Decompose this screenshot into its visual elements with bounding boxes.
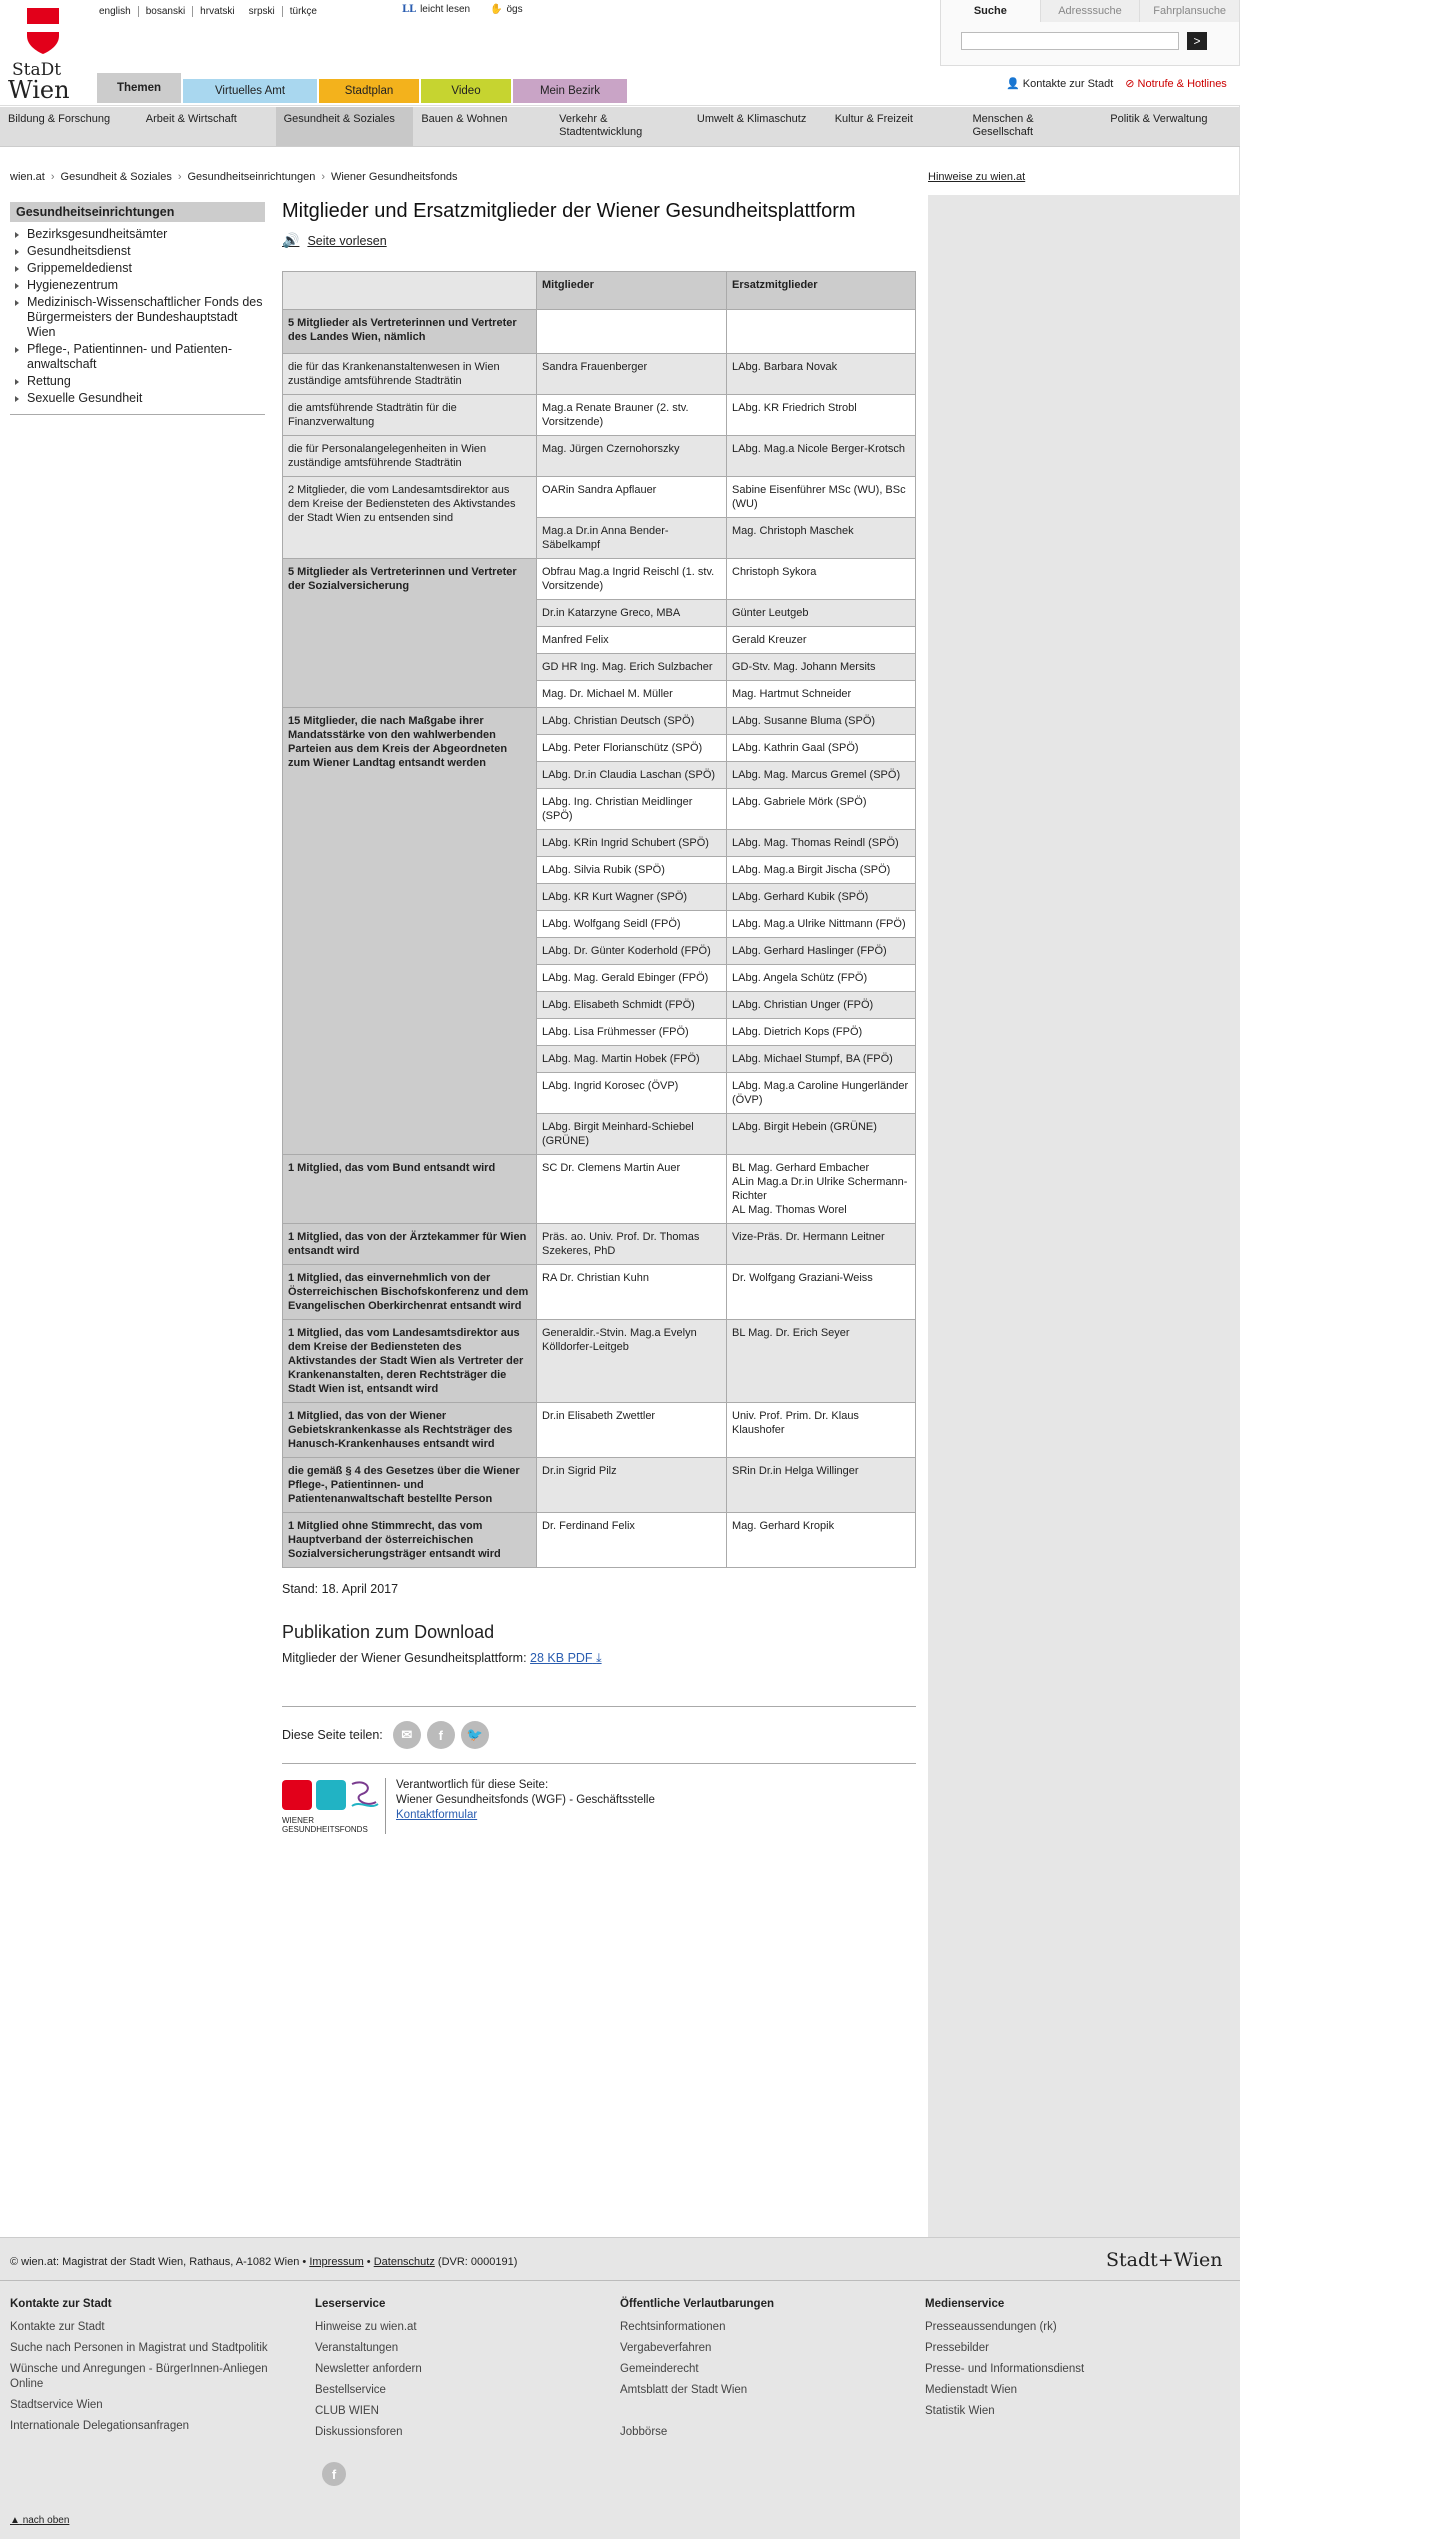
- table-header-ersatzmitglieder: Ersatzmitglieder: [727, 272, 916, 310]
- member-cell: Mag. Jürgen Czernohorszky: [537, 436, 727, 477]
- member-cell: OARin Sandra Apflauer: [537, 477, 727, 518]
- main-tabs: [97, 73, 627, 103]
- substitute-cell: Christoph Sykora: [727, 559, 916, 600]
- responsible-label: Verantwortlich für diese Seite:: [396, 1779, 549, 1791]
- main-content: [282, 198, 916, 1834]
- substitute-cell: LAbg. Mag.a Nicole Berger-Krotsch: [727, 436, 916, 477]
- tab-video[interactable]: Video: [421, 79, 511, 103]
- search-tab-fahrplansuche[interactable]: Fahrplansuche: [1139, 0, 1239, 22]
- svg-text:Wien: Wien: [8, 76, 70, 102]
- share-bar: [282, 1706, 916, 1764]
- leicht-lesen-icon: LL: [402, 4, 417, 15]
- substitute-cell: Vize-Präs. Dr. Hermann Leitner: [727, 1224, 916, 1265]
- dvr-text: (DVR: 0000191): [437, 2256, 518, 2268]
- substitute-cell: Dr. Wolfgang Graziani-Weiss: [727, 1265, 916, 1320]
- table-row: [283, 310, 916, 354]
- footer-column: [620, 2298, 910, 2446]
- left-nav-item[interactable]: Sexuelle Gesundheit: [10, 391, 265, 406]
- footer-link[interactable]: Rechtsinformationen: [620, 2321, 726, 2333]
- breadcrumb: [10, 171, 458, 183]
- footer-column: [10, 2298, 300, 2440]
- substitute-cell: LAbg. Mag.a Ulrike Nittmann (FPÖ): [727, 911, 916, 938]
- group-label: 1 Mitglied, das einvernehmlich von der Österreichischen Bischofskonferenz und dem Evangelischen Oberkirchenrat entsandt wird: [283, 1265, 537, 1320]
- responsible-block: [282, 1778, 916, 1834]
- table-row: [283, 477, 916, 518]
- share-twitter-icon[interactable]: 🐦: [461, 1721, 489, 1749]
- left-nav-item[interactable]: Pflege-, Patientinnen- und Patientenanwaltschaft: [10, 342, 265, 372]
- footer-link[interactable]: Presse- und Informationsdienst: [925, 2363, 1085, 2375]
- left-nav: [10, 202, 265, 415]
- footer-link[interactable]: Stadtservice Wien: [10, 2399, 103, 2411]
- table-header-empty: [283, 272, 537, 310]
- table-row: [283, 1513, 916, 1568]
- stadt-wien-logo[interactable]: [8, 6, 86, 102]
- nav-arbeit[interactable]: Arbeit & Wirtschaft: [145, 113, 237, 125]
- left-nav-item[interactable]: Medizinisch-Wissenschaftlicher Fonds des Bürgermeisters der Bundeshauptstadt Wien: [10, 295, 265, 340]
- stand-date: Stand: 18. April 2017: [282, 1582, 399, 1596]
- left-nav-item[interactable]: Bezirksgesundheitsämter: [10, 227, 265, 242]
- substitute-cell: LAbg. Mag. Thomas Reindl (SPÖ): [727, 830, 916, 857]
- substitute-cell: GD-Stv. Mag. Johann Mersits: [727, 654, 916, 681]
- member-cell: Dr. Ferdinand Felix: [537, 1513, 727, 1568]
- table-row: [283, 708, 916, 735]
- publication-text: Mitglieder der Wiener Gesundheitsplattform:: [282, 1651, 527, 1665]
- table-row: [283, 436, 916, 477]
- right-sidebar: [928, 195, 1240, 2237]
- member-cell: LAbg. Lisa Frühmesser (FPÖ): [537, 1019, 727, 1046]
- member-cell: Generaldir.-Stvin. Mag.a Evelyn Kölldorfer-Leitgeb: [537, 1320, 727, 1403]
- footer-link[interactable]: Amtsblatt der Stadt Wien: [620, 2384, 748, 2396]
- footer-link-list: [925, 2320, 1215, 2419]
- responsible-org: Wiener Gesundheitsfonds (WGF) - Geschäftsstelle: [396, 1794, 655, 1806]
- footer-facebook-icon[interactable]: f: [322, 2462, 346, 2486]
- left-nav-list: [10, 222, 265, 415]
- ogs-label: ögs: [506, 4, 523, 15]
- member-cell: Mag.a Renate Brauner (2. stv. Vorsitzende): [537, 395, 727, 436]
- substitute-cell: LAbg. Gerhard Haslinger (FPÖ): [727, 938, 916, 965]
- footer-link[interactable]: Newsletter anfordern: [315, 2363, 422, 2375]
- group-label: 1 Mitglied, das von der Ärztekammer für Wien entsandt wird: [283, 1224, 537, 1265]
- member-cell: Dr.in Sigrid Pilz: [537, 1458, 727, 1513]
- substitute-cell: LAbg. Angela Schütz (FPÖ): [727, 965, 916, 992]
- member-cell: Mag. Dr. Michael M. Müller: [537, 681, 727, 708]
- nav-menschen[interactable]: Menschen & Gesellschaft: [972, 113, 1034, 138]
- left-nav-item[interactable]: Gesundheitsdienst: [10, 244, 265, 259]
- header-links: [1006, 77, 1227, 90]
- footer-link[interactable]: CLUB WIEN: [315, 2405, 379, 2417]
- ogs-link[interactable]: [490, 4, 523, 15]
- substitute-cell: Mag. Hartmut Schneider: [727, 681, 916, 708]
- footer-link[interactable]: Veranstaltungen: [315, 2342, 399, 2354]
- footer-copyright-text: © wien.at: Magistrat der Stadt Wien, Rathaus, A-1082 Wien •: [10, 2256, 307, 2268]
- table-row: [283, 395, 916, 436]
- substitute-cell: [727, 310, 916, 354]
- wgf-logo: [282, 1778, 386, 1834]
- search-tab-suche[interactable]: Suche: [941, 0, 1040, 22]
- footer-link-list: [315, 2320, 605, 2440]
- footer-column-title: Leserservice: [315, 2298, 386, 2310]
- substitute-cell: LAbg. Susanne Bluma (SPÖ): [727, 708, 916, 735]
- nach-oben-link[interactable]: [10, 2515, 69, 2526]
- footer-column-title: Medienservice: [925, 2298, 1005, 2310]
- substitute-cell: LAbg. Christian Unger (FPÖ): [727, 992, 916, 1019]
- group-label: 1 Mitglied, das vom Landesamtsdirektor aus dem Kreise der Bediensteten des Aktivstandes der Stadt Wien als Vertreter der Krankenanstalten, deren Rechtsträger die Stadt Wien ist, entsandt wird: [283, 1320, 537, 1403]
- footer-link[interactable]: Gemeinderecht: [620, 2363, 699, 2375]
- group-label: 15 Mitglieder, die nach Maßgabe ihrer Mandatsstärke von den wahlwerbenden Parteien aus dem Kreis der Abgeordneten zum Wiener Landtag entsandt werden: [283, 708, 537, 1155]
- search-tab-adresssuche[interactable]: Adresssuche: [1040, 0, 1140, 22]
- lang-english[interactable]: english: [92, 6, 139, 17]
- footer-link[interactable]: Bestellservice: [315, 2384, 386, 2396]
- member-cell: [537, 310, 727, 354]
- left-nav-item[interactable]: Hygienezentrum: [10, 278, 265, 293]
- footer-logo[interactable]: Stadt+Wien: [1106, 2249, 1223, 2271]
- lang-bosanski[interactable]: bosanski: [139, 6, 193, 17]
- substitute-cell: LAbg. Mag. Marcus Gremel (SPÖ): [727, 762, 916, 789]
- nav-bauen[interactable]: Bauen & Wohnen: [421, 113, 508, 125]
- footer-link[interactable]: Jobbörse: [620, 2426, 668, 2438]
- leicht-lesen-link[interactable]: [402, 4, 470, 15]
- footer-link[interactable]: Suche nach Personen in Magistrat und Stadtpolitik: [10, 2342, 268, 2354]
- member-cell: RA Dr. Christian Kuhn: [537, 1265, 727, 1320]
- breadcrumb-separator-icon: ›: [50, 171, 55, 183]
- table-row: [283, 1224, 916, 1265]
- notrufe-link[interactable]: [1125, 77, 1227, 90]
- page-title: Mitglieder und Ersatzmitglieder der Wiener Gesundheitsplattform: [282, 200, 856, 222]
- table-header-mitglieder: Mitglieder: [537, 272, 727, 310]
- member-cell: SC Dr. Clemens Martin Auer: [537, 1155, 727, 1224]
- footer-link[interactable]: Vergabeverfahren: [620, 2342, 712, 2354]
- footer-column-title: Öffentliche Verlautbarungen: [620, 2298, 774, 2310]
- substitute-cell: LAbg. Dietrich Kops (FPÖ): [727, 1019, 916, 1046]
- member-cell: LAbg. Mag. Gerald Ebinger (FPÖ): [537, 965, 727, 992]
- speaker-icon: 🔊: [282, 232, 300, 248]
- publication-line: [282, 1651, 916, 1666]
- substitute-cell: BL Mag. Gerhard Embacher ALin Mag.a Dr.in Ulrike Schermann-Richter AL Mag. Thomas Worel: [727, 1155, 916, 1224]
- responsible-text: [396, 1778, 655, 1834]
- share-facebook-icon[interactable]: f: [427, 1721, 455, 1749]
- substitute-cell: Mag. Gerhard Kropik: [727, 1513, 916, 1568]
- emergency-icon: ⊘: [1125, 78, 1135, 90]
- group-label: 1 Mitglied, das vom Bund entsandt wird: [283, 1155, 537, 1224]
- impressum-link[interactable]: Impressum: [309, 2256, 364, 2268]
- share-email-icon[interactable]: ✉: [393, 1721, 421, 1749]
- member-cell: LAbg. Mag. Martin Hobek (FPÖ): [537, 1046, 727, 1073]
- member-cell: Dr.in Katarzyne Greco, MBA: [537, 600, 727, 627]
- group-label: 1 Mitglied ohne Stimmrecht, das vom Hauptverband der österreichischen Sozialversicherungsträger entsandt wird: [283, 1513, 537, 1568]
- member-cell: LAbg. Ingrid Korosec (ÖVP): [537, 1073, 727, 1114]
- footer-link: [620, 2404, 910, 2419]
- footer-link[interactable]: Hinweise zu wien.at: [315, 2321, 417, 2333]
- substitute-cell: LAbg. Kathrin Gaal (SPÖ): [727, 735, 916, 762]
- member-cell: GD HR Ing. Mag. Erich Sulzbacher: [537, 654, 727, 681]
- footer-link[interactable]: Medienstadt Wien: [925, 2384, 1018, 2396]
- nav-umwelt[interactable]: Umwelt & Klimaschutz: [696, 113, 807, 125]
- site-footer: [0, 2237, 1240, 2539]
- substitute-cell: Mag. Christoph Maschek: [727, 518, 916, 559]
- vorlesen-label: Seite vorlesen: [307, 233, 387, 248]
- member-cell: LAbg. KRin Ingrid Schubert (SPÖ): [537, 830, 727, 857]
- table-row: [283, 1155, 916, 1224]
- hinweise-link[interactable]: Hinweise zu wien.at: [928, 171, 1026, 183]
- group-label: die gemäß § 4 des Gesetzes über die Wiener Pflege-, Patientinnen- und Patientenanwaltschaft bestellte Person: [283, 1458, 537, 1513]
- breadcrumb-separator-icon: ›: [177, 171, 182, 183]
- member-cell: LAbg. Christian Deutsch (SPÖ): [537, 708, 727, 735]
- members-table-body: [283, 310, 916, 1568]
- wgf-logo-text: WIENER GESUNDHEITSFONDS: [282, 1816, 368, 1834]
- substitute-cell: LAbg. Michael Stumpf, BA (FPÖ): [727, 1046, 916, 1073]
- breadcrumb-separator-icon: ›: [321, 171, 325, 183]
- lang-srpski[interactable]: srpski: [242, 6, 283, 17]
- table-row: [283, 1458, 916, 1513]
- footer-column: [315, 2298, 605, 2446]
- footer-link-list: [10, 2320, 300, 2434]
- member-cell: LAbg. Peter Florianschütz (SPÖ): [537, 735, 727, 762]
- substitute-cell: Sabine Eisenführer MSc (WU), BSc (WU): [727, 477, 916, 518]
- footer-link[interactable]: Wünsche und Anregungen - BürgerInnen-Anliegen Online: [10, 2363, 268, 2390]
- footer-link[interactable]: Statistik Wien: [925, 2405, 995, 2417]
- footer-column-title: Kontakte zur Stadt: [10, 2298, 112, 2310]
- substitute-cell: LAbg. Gabriele Mörk (SPÖ): [727, 789, 916, 830]
- substitute-cell: LAbg. Mag.a Caroline Hungerländer (ÖVP): [727, 1073, 916, 1114]
- nach-oben-label: nach oben: [22, 2515, 70, 2526]
- svg-text:StaDt: StaDt: [12, 60, 62, 80]
- nav-politik[interactable]: Politik & Verwaltung: [1110, 113, 1208, 125]
- substitute-cell: LAbg. Birgit Hebein (GRÜNE): [727, 1114, 916, 1155]
- tab-virtuelles-amt[interactable]: Virtuelles Amt: [183, 79, 317, 103]
- member-cell: Dr.in Elisabeth Zwettler: [537, 1403, 727, 1458]
- substitute-cell: LAbg. Mag.a Birgit Jischa (SPÖ): [727, 857, 916, 884]
- footer-link[interactable]: Diskussionsforen: [315, 2426, 403, 2438]
- vorlesen-link[interactable]: [282, 232, 916, 249]
- tab-mein-bezirk[interactable]: Mein Bezirk: [513, 79, 627, 103]
- pdf-download-link[interactable]: [530, 1651, 602, 1665]
- wappen-icon: [8, 6, 86, 102]
- footer-copyright: © wien.at: Magistrat der Stadt Wien, Rathaus, A-1082 Wien • Impressum • Datenschutz (DVR: 0000191): [10, 2256, 518, 2268]
- substitute-cell: Gerald Kreuzer: [727, 627, 916, 654]
- group-label: 1 Mitglied, das von der Wiener Gebietskrankenkasse als Rechtsträger des Hanusch-Krankenhauses entsandt wird: [283, 1403, 537, 1458]
- member-cell: LAbg. Ing. Christian Meidlinger (SPÖ): [537, 789, 727, 830]
- search-submit-button[interactable]: >: [1187, 32, 1207, 50]
- group-label: die amtsführende Stadträtin für die Finanzverwaltung: [283, 395, 537, 436]
- group-label: 2 Mitglieder, die vom Landesamtsdirektor aus dem Kreise der Bediensteten des Aktivstandes der Stadt Wien zu entsenden sind: [283, 477, 537, 559]
- member-cell: Manfred Felix: [537, 627, 727, 654]
- substitute-cell: BL Mag. Dr. Erich Seyer: [727, 1320, 916, 1403]
- person-icon: 👤: [1006, 78, 1020, 90]
- footer-link[interactable]: Pressebilder: [925, 2342, 989, 2354]
- leicht-lesen-label: leicht lesen: [420, 4, 471, 15]
- footer-divider: [0, 2280, 1240, 2281]
- share-label: Diese Seite teilen:: [282, 1728, 383, 1742]
- substitute-cell: Univ. Prof. Prim. Dr. Klaus Klaushofer: [727, 1403, 916, 1458]
- breadcrumb-item[interactable]: Gesundheitseinrichtungen: [187, 171, 316, 183]
- footer-column: [925, 2298, 1215, 2425]
- group-label: die für Personalangelegenheiten in Wien zuständige amtsführende Stadträtin: [283, 436, 537, 477]
- member-cell: LAbg. Dr. Günter Koderhold (FPÖ): [537, 938, 727, 965]
- substitute-cell: LAbg. Gerhard Kubik (SPÖ): [727, 884, 916, 911]
- left-nav-item[interactable]: Grippemeldedienst: [10, 261, 265, 276]
- download-icon: ⤓: [596, 1651, 602, 1665]
- nav-verkehr[interactable]: Verkehr & Stadtentwicklung: [559, 113, 643, 138]
- kontakte-link[interactable]: [1006, 77, 1113, 90]
- tab-themen[interactable]: Themen: [97, 73, 181, 103]
- member-cell: Präs. ao. Univ. Prof. Dr. Thomas Szekeres, PhD: [537, 1224, 727, 1265]
- substitute-cell: LAbg. KR Friedrich Strobl: [727, 395, 916, 436]
- notrufe-label: Notrufe & Hotlines: [1137, 78, 1227, 90]
- member-cell: LAbg. KR Kurt Wagner (SPÖ): [537, 884, 727, 911]
- themen-nav: [0, 107, 1240, 147]
- footer-link[interactable]: Presseaussendungen (rk): [925, 2321, 1057, 2333]
- substitute-cell: SRin Dr.in Helga Willinger: [727, 1458, 916, 1513]
- kontakte-label: Kontakte zur Stadt: [1022, 78, 1114, 90]
- member-cell: LAbg. Silvia Rubik (SPÖ): [537, 857, 727, 884]
- nav-bildung[interactable]: Bildung & Forschung: [8, 113, 111, 125]
- search-box: [940, 0, 1240, 66]
- datenschutz-link[interactable]: Datenschutz: [373, 2256, 435, 2268]
- tab-stadtplan[interactable]: Stadtplan: [319, 79, 419, 103]
- breadcrumb-item[interactable]: wien.at: [10, 171, 45, 183]
- member-cell: Obfrau Mag.a Ingrid Reischl (1. stv. Vorsitzende): [537, 559, 727, 600]
- lang-turkce[interactable]: türkçe: [289, 5, 317, 17]
- lang-hrvatski[interactable]: hrvatski: [200, 5, 235, 17]
- left-nav-item[interactable]: Rettung: [10, 374, 265, 389]
- members-table: [282, 271, 916, 1568]
- member-cell: LAbg. Dr.in Claudia Laschan (SPÖ): [537, 762, 727, 789]
- group-label: die für das Krankenanstaltenwesen in Wien zuständige amtsführende Stadträtin: [283, 354, 537, 395]
- breadcrumb-item[interactable]: Gesundheit & Soziales: [60, 171, 172, 183]
- left-nav-title[interactable]: Gesundheitseinrichtungen: [10, 202, 265, 222]
- pdf-link-label: 28 KB PDF: [530, 1651, 593, 1665]
- group-label: 5 Mitglieder als Vertreterinnen und Vertreter des Landes Wien, nämlich: [283, 310, 537, 354]
- table-row: [283, 1403, 916, 1458]
- page-margin: [1240, 0, 1440, 2539]
- site-header: [0, 0, 1240, 106]
- substitute-cell: LAbg. Barbara Novak: [727, 354, 916, 395]
- member-cell: LAbg. Birgit Meinhard-Schiebel (GRÜNE): [537, 1114, 727, 1155]
- member-cell: Sandra Frauenberger: [537, 354, 727, 395]
- table-row: [283, 559, 916, 600]
- footer-link-list: [620, 2320, 910, 2440]
- table-row: [283, 1320, 916, 1403]
- arrow-up-icon: ▲: [10, 2515, 20, 2526]
- member-cell: LAbg. Elisabeth Schmidt (FPÖ): [537, 992, 727, 1019]
- footer-link[interactable]: Kontakte zur Stadt: [10, 2321, 105, 2333]
- footer-link[interactable]: Internationale Delegationsanfragen: [10, 2420, 190, 2432]
- sign-language-icon: ✋: [490, 4, 503, 15]
- search-input[interactable]: [961, 32, 1179, 50]
- kontaktformular-link[interactable]: Kontaktformular: [396, 1809, 478, 1821]
- nav-kultur[interactable]: Kultur & Freizeit: [834, 113, 913, 125]
- member-cell: Mag.a Dr.in Anna Bender-Säbelkampf: [537, 518, 727, 559]
- group-label: 5 Mitglieder als Vertreterinnen und Vertreter der Sozialversicherung: [283, 559, 537, 708]
- language-switcher: [92, 0, 324, 22]
- publication-heading: Publikation zum Download: [282, 1622, 495, 1642]
- search-tabs: [941, 0, 1239, 22]
- table-row: [283, 1265, 916, 1320]
- breadcrumb-item[interactable]: Wiener Gesundheitsfonds: [330, 171, 458, 183]
- table-row: [283, 354, 916, 395]
- member-cell: LAbg. Wolfgang Seidl (FPÖ): [537, 911, 727, 938]
- nav-gesundheit[interactable]: Gesundheit & Soziales: [276, 107, 414, 146]
- substitute-cell: Günter Leutgeb: [727, 600, 916, 627]
